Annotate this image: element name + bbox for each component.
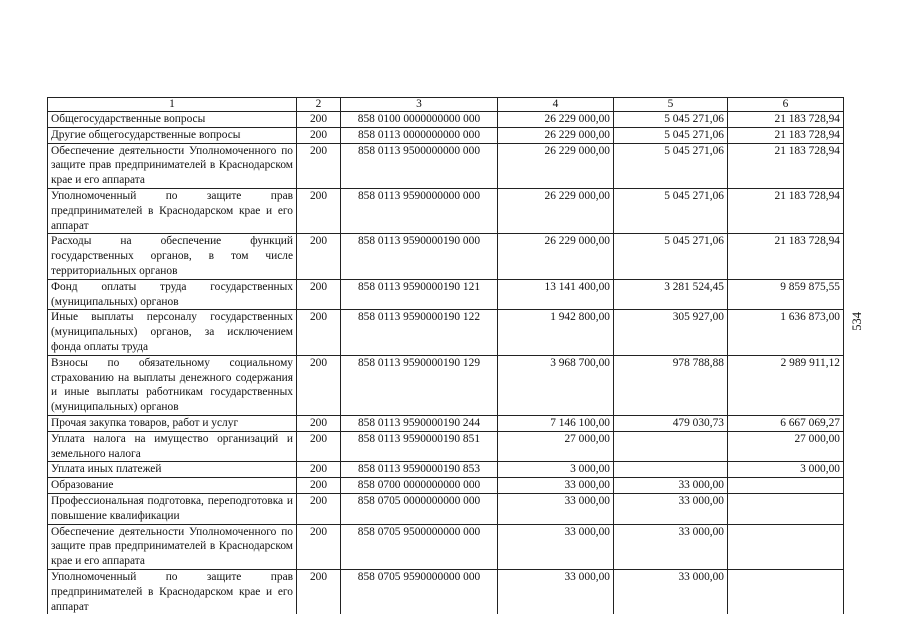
table-row: [48, 112, 844, 128]
row-code: 858 0113 9590000190 244: [341, 415, 498, 431]
row-code: 858 0113 9590000190 851: [341, 431, 498, 462]
row-col-6: [728, 478, 844, 494]
row-name: Другие общегосударственные вопросы: [48, 127, 297, 143]
row-code: 858 0113 9590000000 000: [341, 188, 498, 233]
row-code: 858 0700 0000000000 000: [341, 478, 498, 494]
row-col-4: 26 229 000,00: [498, 188, 614, 233]
header-col-2: 2: [297, 98, 341, 112]
row-col-5: 33 000,00: [614, 478, 728, 494]
row-code: 858 0113 9590000190 121: [341, 279, 498, 310]
row-col-2: 200: [297, 355, 341, 415]
row-col-5: 978 788,88: [614, 355, 728, 415]
header-col-3: 3: [341, 98, 498, 112]
row-col-6: 21 183 728,94: [728, 127, 844, 143]
row-col-4: 26 229 000,00: [498, 127, 614, 143]
row-col-4: 13 141 400,00: [498, 279, 614, 310]
row-col-4: 33 000,00: [498, 478, 614, 494]
table-row: [48, 127, 844, 143]
row-col-5: 5 045 271,06: [614, 188, 728, 233]
row-name: Обеспечение деятельности Уполномоченного по защите прав предпринимателей в Краснодарском крае и его аппарата: [48, 524, 297, 569]
table-row: [48, 234, 844, 279]
row-name: Расходы на обеспечение функций государственных органов, в том числе территориальных органов: [48, 234, 297, 279]
table-row: [48, 279, 844, 310]
row-col-6: 9 859 875,55: [728, 279, 844, 310]
row-code: 858 0705 9590000000 000: [341, 569, 498, 614]
row-col-4: 33 000,00: [498, 524, 614, 569]
row-name: Обеспечение деятельности Уполномоченного по защите прав предпринимателей в Краснодарском крае и его аппарата: [48, 143, 297, 188]
table-row: [48, 524, 844, 569]
header-col-5: 5: [614, 98, 728, 112]
row-col-2: 200: [297, 127, 341, 143]
row-col-2: 200: [297, 462, 341, 478]
row-col-5: 33 000,00: [614, 524, 728, 569]
row-col-4: 7 146 100,00: [498, 415, 614, 431]
row-col-4: 33 000,00: [498, 493, 614, 524]
header-col-6: 6: [728, 98, 844, 112]
row-col-6: [728, 493, 844, 524]
row-col-6: 21 183 728,94: [728, 234, 844, 279]
row-name: Уполномоченный по защите прав предпринимателей в Краснодарском крае и его аппарат: [48, 569, 297, 614]
table-row: [48, 188, 844, 233]
row-name: Фонд оплаты труда государственных (муниципальных) органов: [48, 279, 297, 310]
row-col-5: 479 030,73: [614, 415, 728, 431]
row-col-6: 3 000,00: [728, 462, 844, 478]
row-col-6: 1 636 873,00: [728, 310, 844, 355]
row-col-2: 200: [297, 569, 341, 614]
row-code: 858 0100 0000000000 000: [341, 112, 498, 128]
row-col-2: 200: [297, 310, 341, 355]
row-col-5: 5 045 271,06: [614, 143, 728, 188]
table-row: [48, 431, 844, 462]
row-col-4: 26 229 000,00: [498, 143, 614, 188]
row-code: 858 0113 9590000190 000: [341, 234, 498, 279]
table-row: [48, 355, 844, 415]
row-col-6: 27 000,00: [728, 431, 844, 462]
table-row: [48, 462, 844, 478]
row-name: Профессиональная подготовка, переподготовка и повышение квалификации: [48, 493, 297, 524]
row-col-6: 2 989 911,12: [728, 355, 844, 415]
row-col-4: 3 968 700,00: [498, 355, 614, 415]
table-row: [48, 310, 844, 355]
row-code: 858 0113 9590000190 122: [341, 310, 498, 355]
row-col-2: 200: [297, 112, 341, 128]
row-col-4: 26 229 000,00: [498, 234, 614, 279]
page-number: 534: [850, 312, 864, 331]
row-col-4: 1 942 800,00: [498, 310, 614, 355]
row-name: Уплата иных платежей: [48, 462, 297, 478]
row-col-2: 200: [297, 234, 341, 279]
row-code: 858 0113 9590000190 129: [341, 355, 498, 415]
row-code: 858 0113 0000000000 000: [341, 127, 498, 143]
table-row: [48, 415, 844, 431]
row-col-2: 200: [297, 524, 341, 569]
row-col-6: 21 183 728,94: [728, 143, 844, 188]
row-col-5: 33 000,00: [614, 493, 728, 524]
row-col-2: 200: [297, 493, 341, 524]
header-row: [48, 98, 844, 112]
row-col-5: [614, 462, 728, 478]
row-col-6: [728, 524, 844, 569]
header-col-4: 4: [498, 98, 614, 112]
row-col-5: [614, 431, 728, 462]
row-name: Взносы по обязательному социальному страхованию на выплаты денежного содержания и иные выплаты работникам государственных (муниципальных) органов: [48, 355, 297, 415]
row-name: Общегосударственные вопросы: [48, 112, 297, 128]
row-name: Иные выплаты персоналу государственных (муниципальных) органов, за исключением фонда оплаты труда: [48, 310, 297, 355]
row-col-5: 33 000,00: [614, 569, 728, 614]
row-code: 858 0705 9500000000 000: [341, 524, 498, 569]
row-col-5: 5 045 271,06: [614, 234, 728, 279]
budget-table: [47, 97, 844, 614]
table-row: [48, 143, 844, 188]
row-name: Уполномоченный по защите прав предпринимателей в Краснодарском крае и его аппарат: [48, 188, 297, 233]
row-col-2: 200: [297, 279, 341, 310]
row-col-6: 6 667 069,27: [728, 415, 844, 431]
table-row: [48, 569, 844, 614]
row-name: Уплата налога на имущество организаций и земельного налога: [48, 431, 297, 462]
row-col-4: 33 000,00: [498, 569, 614, 614]
row-col-2: 200: [297, 415, 341, 431]
row-name: Прочая закупка товаров, работ и услуг: [48, 415, 297, 431]
row-col-5: 3 281 524,45: [614, 279, 728, 310]
row-code: 858 0113 9590000190 853: [341, 462, 498, 478]
row-col-6: 21 183 728,94: [728, 112, 844, 128]
header-col-1: 1: [48, 98, 297, 112]
row-col-2: 200: [297, 478, 341, 494]
row-col-5: 5 045 271,06: [614, 112, 728, 128]
row-col-2: 200: [297, 431, 341, 462]
row-col-6: [728, 569, 844, 614]
row-col-5: 305 927,00: [614, 310, 728, 355]
row-col-4: 3 000,00: [498, 462, 614, 478]
row-col-2: 200: [297, 143, 341, 188]
row-col-5: 5 045 271,06: [614, 127, 728, 143]
row-col-2: 200: [297, 188, 341, 233]
row-col-4: 27 000,00: [498, 431, 614, 462]
row-code: 858 0113 9500000000 000: [341, 143, 498, 188]
table-row: [48, 493, 844, 524]
row-code: 858 0705 0000000000 000: [341, 493, 498, 524]
row-col-6: 21 183 728,94: [728, 188, 844, 233]
table-row: [48, 478, 844, 494]
row-name: Образование: [48, 478, 297, 494]
row-col-4: 26 229 000,00: [498, 112, 614, 128]
